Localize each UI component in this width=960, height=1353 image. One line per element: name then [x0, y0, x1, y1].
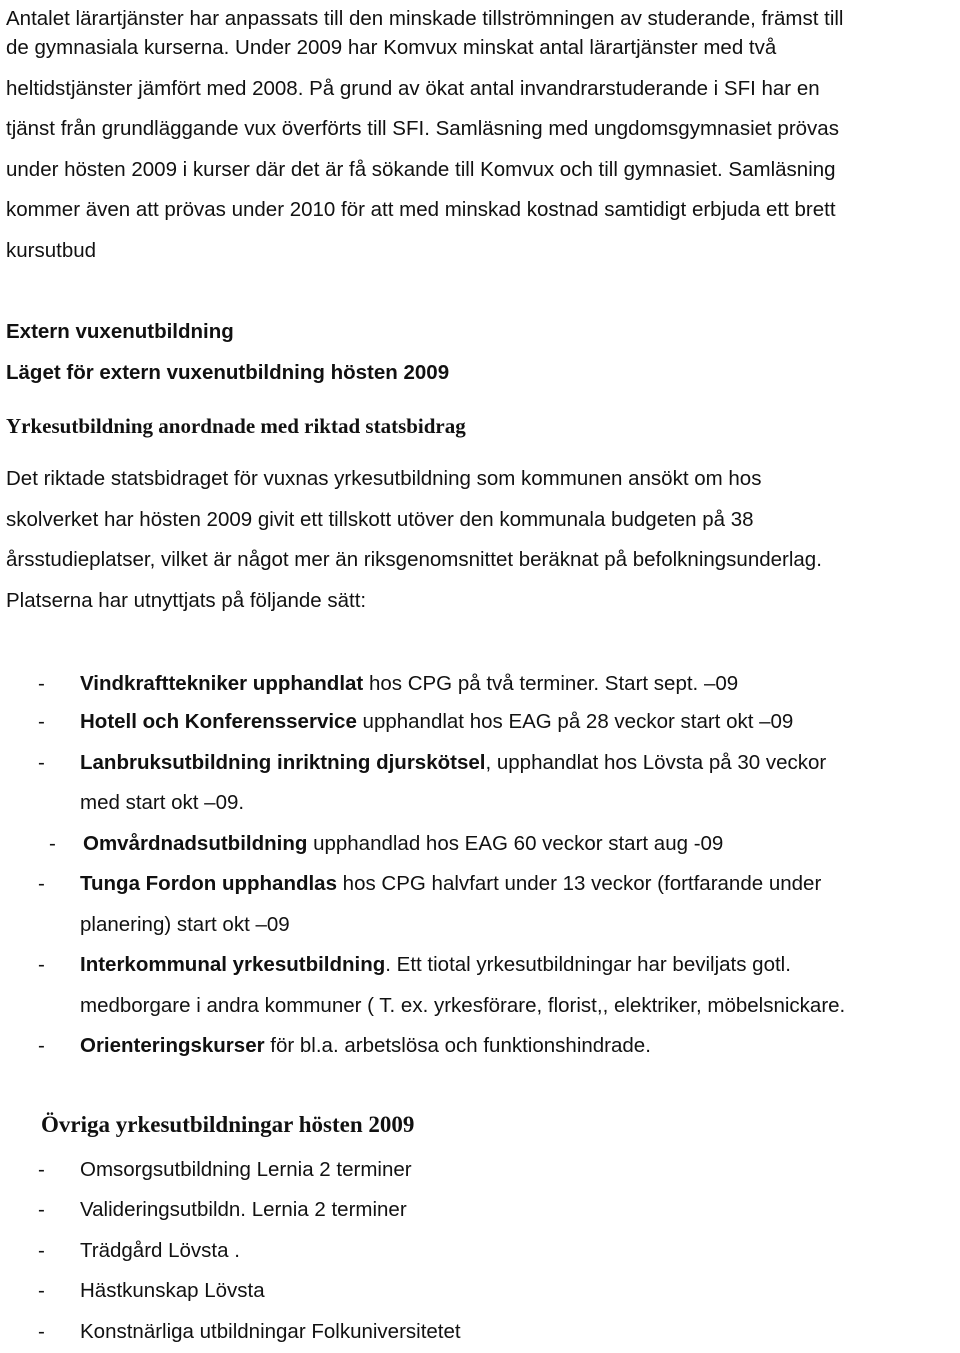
item-bold: Omvårdnadsutbildning [83, 832, 308, 855]
item-bold: Interkommunal yrkesutbildning [80, 953, 386, 976]
item-rest: , upphandlat hos Lövsta på 30 veckor [485, 751, 827, 774]
item-rest: . Ett tiotal yrkesutbildningar har beviljats gotl. [385, 953, 791, 976]
item-continuation: med start okt –09. [80, 791, 245, 814]
list-dash: - [38, 1158, 45, 1181]
heading-laget: Läget för extern vuxenutbildning hösten 2009 [6, 361, 450, 384]
item-bold: Lanbruksutbildning inriktning djurskötsel [80, 751, 486, 774]
list-dash: - [38, 1034, 45, 1057]
intro-line: under hösten 2009 i kurser där det är få sökande till Komvux och till gymnasiet. Samläsning [6, 158, 836, 181]
item-text: Trädgård Lövsta . [80, 1239, 240, 1262]
item-continuation: medborgare i andra kommuner ( T. ex. yrkesförare, florist,, elektriker, möbelsnickare. [80, 994, 846, 1017]
heading-extern-vuxenutbildning: Extern vuxenutbildning [6, 320, 234, 343]
intro-line: tjänst från grundläggande vux överförts till SFI. Samläsning med ungdomsgymnasiet prövas [6, 117, 839, 140]
item-bold: Hotell och Konferensservice [80, 710, 357, 733]
intro-line: heltidstjänster jämfört med 2008. På grund av ökat antal invandrarstuderande i SFI har en [6, 77, 820, 100]
intro-line: kursutbud [6, 239, 97, 262]
item-continuation: planering) start okt –09 [80, 913, 290, 936]
list-dash: - [38, 953, 45, 976]
list-dash: - [49, 832, 56, 855]
item-rest: hos CPG på två terminer. Start sept. –09 [363, 672, 739, 695]
heading-ovriga: Övriga yrkesutbildningar hösten 2009 [41, 1112, 415, 1137]
item-rest: för bl.a. arbetslösa och funktionshindrade. [264, 1034, 651, 1057]
item-text: Konstnärliga utbildningar Folkuniversitetet [80, 1320, 461, 1343]
intro-line: de gymnasiala kurserna. Under 2009 har Komvux minskat antal lärartjänster med två [6, 36, 777, 59]
item-bold: Tunga Fordon upphandlas [80, 872, 337, 895]
list-dash: - [38, 672, 45, 695]
item-text: Valideringsutbildn. Lernia 2 terminer [80, 1198, 407, 1221]
item-rest: upphandlat hos EAG på 28 veckor start okt –09 [356, 710, 794, 733]
item-rest: hos CPG halvfart under 13 veckor (fortfarande under [336, 872, 822, 895]
item-text: Omsorgsutbildning Lernia 2 terminer [80, 1158, 412, 1181]
body-line: skolverket har hösten 2009 givit ett tillskott utöver den kommunala budgeten på 38 [6, 508, 754, 531]
list-dash: - [38, 1320, 45, 1343]
intro-line: Antalet lärartjänster har anpassats till den minskade tillströmningen av studerande, främst till [6, 7, 844, 30]
body-line: årsstudieplatser, vilket är något mer än riksgenomsnittet beräknat på befolkningsunderlag. [6, 548, 822, 571]
item-text: Hästkunskap Lövsta [80, 1279, 265, 1302]
body-line: Det riktade statsbidraget för vuxnas yrkesutbildning som kommunen ansökt om hos [6, 467, 762, 490]
list-dash: - [38, 1239, 45, 1262]
list-dash: - [38, 1198, 45, 1221]
item-bold: Orienteringskurser [80, 1034, 265, 1057]
body-line: Platserna har utnyttjats på följande sätt: [6, 589, 367, 612]
intro-line: kommer även att prövas under 2010 för att med minskad kostnad samtidigt erbjuda ett brett [6, 198, 836, 221]
heading-yrkesutbildning: Yrkesutbildning anordnade med riktad statsbidrag [6, 414, 466, 438]
list-dash: - [38, 1279, 45, 1302]
list-dash: - [38, 751, 45, 774]
item-rest: upphandlad hos EAG 60 veckor start aug -09 [307, 832, 724, 855]
list-dash: - [38, 710, 45, 733]
list-dash: - [38, 872, 45, 895]
item-bold: Vindkrafttekniker upphandlat [80, 672, 364, 695]
